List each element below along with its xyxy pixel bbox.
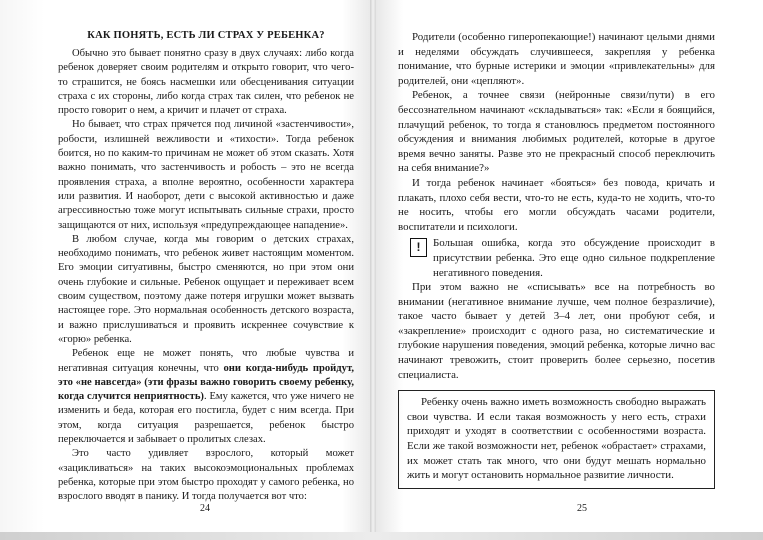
paragraph (58, 347, 354, 447)
paragraph: Но бывает, что страх прячется под личиной «застенчивости», робости, излишней вежливости и «тихости». Тогда ребенок боится, но по каким-то причинам не может об этом сказать. Хотя важно понимать, что застенчивость и робость – это не всегда проявления страха, а вполне вероятно, особенности характера или развития. И наоборот, дети с высокой активностью и даже агрессивностью тоже могут испытывать сильные страхи, просто защищаются от них, используя «предупреждающее нападение». (58, 119, 354, 231)
paragraph: Ребенок, а точнее связи (нейронные связи/пути) в его бессознательном начинают «складываться» так: «Если я боящийся, плачущий ребенок, то тогда я становлюсь предметом постоянного обсуждения и внимания любимых родителей, которые в другое время вечно заняты. Разве это не прекрасный способ переключить на себя внимание?» (398, 89, 715, 175)
highlight-box (398, 390, 715, 489)
page-title: КАК ПОНЯТЬ, ЕСТЬ ЛИ СТРАХ У РЕБЕНКА? (87, 30, 325, 41)
paragraph: В любом случае, когда мы говорим о детских страхах, необходимо понимать, что ребенок живет настоящим моментом. Его эмоции ситуативны, быстро сменяются, но при этом они очень глубокие и сильные. Ребенок ощущает и переживает всем своим существом, поэтому даже потеря игрушки может вызвать настоящее горе. Это нормальная особенность детского возраста, и важно прислушиваться и проявить искреннее сочувствие к «горю» ребенка. (58, 233, 354, 345)
warning-note (398, 236, 715, 280)
page-number: 24 (200, 503, 210, 514)
paragraph: При этом важно не «списывать» все на потребность во внимании (негативное внимание лучше, чем полное безразличие), такое часто бывает у детей 3–4 лет, они пробуют себя, и «закрепление» происходит с одного раза, но систематические и глубокие нарушения поведения, эмоций ребенка, которые лично вас начинают тревожить, стоит проверить более серьезно, посетив специалиста. (398, 281, 715, 381)
book-gutter (370, 0, 376, 540)
right-page (372, 0, 763, 540)
exclamation-icon: ! (410, 238, 427, 257)
paragraph-text: . Ему кажется, что уже ничего не изменить и беда, которая его постигла, будет с ним всегда. При этом, когда ситуация разрешается, ребенок быстро переключается и забывает о пролитых слезах. (58, 391, 354, 446)
paragraph-text: Ребенок еще не может понять, что любые чувства и негативная ситуация конечны, что (58, 348, 354, 374)
warning-text: Большая ошибка, когда это обсуждение происходит в присутствии ребенка. Это еще одно сильное подкрепление негативного поведения. (433, 237, 715, 279)
page-edge (0, 532, 372, 540)
page-number: 25 (577, 503, 587, 514)
paragraph: Обычно это бывает понятно сразу в двух случаях: либо когда ребенок доверяет своим родителям и открыто говорит, что чего-то страшится, не боясь насмешки или обесценивания ситуации страха с их стороны, либо когда страх так силен, что ребенок не просто говорит о нем, а кричит и плачет от страха. (58, 48, 354, 117)
page-edge (372, 532, 763, 540)
emphasis-text: они когда-нибудь пройдут, это «не навсегда» (эти фразы важно говорить своему ребенку, когда случится неприятность) (58, 362, 354, 403)
paragraph: Родители (особенно гиперопекающие!) начинают целыми днями и неделями обсуждать случившееся, закрепляя у ребенка понимание, что бурные истерики и эмоции «привлекательны» для родителей, они «цепляют». (398, 31, 715, 87)
boxed-text: Ребенку очень важно иметь возможность свободно выражать свои чувства. И если такая возможность у него есть, страхи приходят и уходят в соответствии с особенностями возраста. Если же такой возможности нет, ребенок «обрастает» страхами, их может стать так много, что они будут мешать нормально жить и могут остановить нормальное развитие личности. (407, 396, 706, 482)
paragraph: И тогда ребенок начинает «бояться» без повода, кричать и плакать, плохо себя вести, что-то не есть, куда-то не ходить, что-то не носить, чтобы его могли обсуждать часами родители, воспитатели и психологи. (398, 176, 715, 233)
left-page (0, 0, 372, 540)
paragraph: Это часто удивляет взрослого, который может «зацикливаться» на таких высокоэмоциональных проблемах ребенка, которые при этом быстро проходят у самого ребенка, но взрослого вводят в панику. И тогда получается вот что: (58, 448, 354, 503)
